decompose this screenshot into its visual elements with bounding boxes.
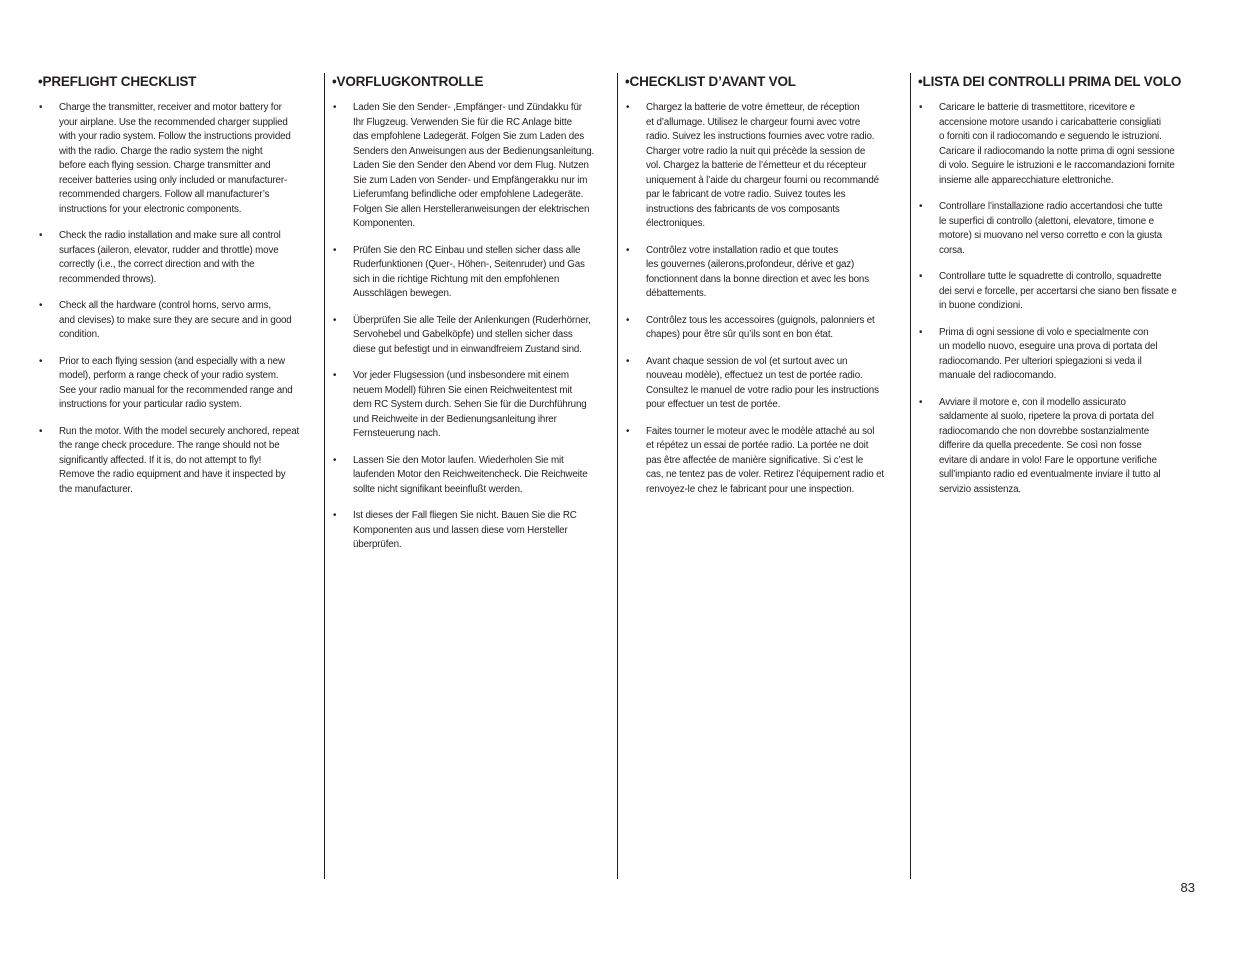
list-item: • Avviare il motore e, con il modello assicurato saldamente al suolo, ripetere la prova di portata del radiocomando che non dovrebbe sostanzialmente differire da quella precedente. Se così non fosse evitare di andare in volo! Fare le opportune verifiche sull’impianto radio ed eventualmente inviare il tutto al servizio assistenza. [919,396,1161,495]
bullet-icon: • [626,425,630,437]
column-italian [918,73,1196,879]
list-item: • Run the motor. With the model securely anchored, repeat the range check procedure. The range should not be significantly affected. If it is, do not attempt to fly! Remove the radio equipment and have it inspected by the manufacturer. [39,425,300,495]
bullet-icon: • [39,355,43,367]
bullet-icon: • [626,314,630,326]
list-item: • Überprüfen Sie alle Teile der Anlenkungen (Ruderhörner, Servohebel und Gabelköpfe) und stellen sicher dass diese gut befestigt und in einwandfreiem Zustand sind. [333,314,591,355]
column-german [332,73,610,879]
bullet-icon: • [333,370,337,381]
list-item: • Vor jeder Flugsession (und insbesondere mit einem neuem Modell) führen Sie einen Reichweitentest mit dem RC System durch. Sehen Sie für die Durchführung und Reichweite in der Bedienungsanleitung ihrer Fernsteuerung nach. [333,370,587,439]
list-item: • Controllare tutte le squadrette di controllo, squadrette dei servi e forcelle, per accertarsi che siano ben fissate e in buone condizioni. [919,271,1177,311]
column-divider [324,73,325,879]
bullet-icon: • [39,425,43,437]
bullet-icon: • [39,300,43,311]
list-item: • Prima di ogni sessione di volo e specialmente con un modello nuovo, eseguire una prova di portata del radiocomando. Per ulteriori spiegazioni si veda il manuale del radiocomando. [919,326,1158,381]
list-item: • Caricare le batterie di trasmettitore, ricevitore e accensione motore usando i caricabatterie consigliati o forniti con il radiocomando e seguendo le istruzioni. Caricare il radiocomando la notte prima di ogni sessione di volo. Seguire le istruzioni e le raccomandazioni fornite insieme alle apparecchiature elettroniche. [919,102,1175,186]
list-item: • Faites tourner le moteur avec le modèle attaché au sol et répétez un essai de portée radio. La portée ne doit pas être affectée de manière significative. Si c’est le cas, ne tentez pas de voler. Retirez l’équipement radio et renvoyez-le chez le fabricant pour une inspection. [626,425,884,495]
column-heading: •VORFLUGKONTROLLE [332,74,484,89]
column-divider [617,73,618,879]
checklist [918,101,1196,497]
bullet-icon: • [333,102,337,113]
list-item: • Laden Sie den Sender- ,Empfänger- und Zündakku für Ihr Flugzeug. Verwenden Sie für die RC Anlage bitte das empfohlene Ladegerät. Folgen Sie zum Laden des Senders den Anweisungen aus der Bedienungsanleitung. Laden Sie den Sender den Abend vor dem Flug. Nutzen Sie zum Laden von Sender- und Empfängerakku nur im Lieferumfang befindliche oder empfohlene Ladegeräte. Folgen Sie allen Herstelleranweisungen der elektrischen Komponenten. [333,102,595,229]
list-item: • Avant chaque session de vol (et surtout avec un nouveau modèle), effectuez un test de portée radio. Consultez le manuel de votre radio pour les instructions pour effectuer un test de portée. [626,355,879,410]
list-item: • Check all the hardware (control horns, servo arms, and clevises) to make sure they are secure and in good condition. [39,300,292,340]
list-item: • Chargez la batterie de votre émetteur, de réception et d’allumage. Utilisez le chargeur fourni avec votre radio. Suivez les instructions fournies avec votre radio. Charger votre radio la nuit qui précède la session de vol. Chargez la batterie de l’émetteur et du récepteur uniquement à l’aide du chargeur fourni ou recommandé par le fabricant de votre radio. Suivez toutes les instructions des fabricants de vos composants électroniques. [626,102,879,229]
bullet-icon: • [333,244,337,256]
list-item: • Contrôlez tous les accessoires (guignols, palonniers et chapes) pour être sûr qu’ils sont en bon état. [626,314,875,340]
page-number: 83 [1180,880,1195,895]
column-french [625,73,903,879]
list-item: • Lassen Sie den Motor laufen. Wiederholen Sie mit laufenden Motor den Reichweitencheck. Die Reichweite sollte nicht signifikant beeinflußt werden. [333,454,588,495]
list-item: • Charge the transmitter, receiver and motor battery for your airplane. Use the recommended charger supplied with your radio system. Follow the instructions provided with the radio. Charge the radio system the night before each flying session. Charge transmitter and receiver batteries using only included or manufacturer- recommended chargers. Follow all manufacturer’s instructions for your electronic components. [39,102,291,215]
bullet-icon: • [919,396,923,408]
list-item: • Prüfen Sie den RC Einbau und stellen sicher dass alle Ruderfunktionen (Quer-, Höhen-, Seitenruder) und Gas sich in die richtige Richtung mit den empfohlenen Ausschlägen bewegen. [333,244,585,299]
column-heading: •CHECKLIST D’AVANT VOL [625,74,796,89]
checklist-columns [38,73,1198,879]
list-item: • Ist dieses der Fall fliegen Sie nicht. Bauen Sie die RC Komponenten aus und lassen diese vom Hersteller überprüfen. [333,510,577,550]
column-heading: •LISTA DEI CONTROLLI PRIMA DEL VOLO [918,74,1182,89]
list-item: • Check the radio installation and make sure all control surfaces (aileron, elevator, rudder and throttle) move correctly (i.e., the correct direction and with the recommended throws). [39,230,281,285]
list-item: • Contrôlez votre installation radio et que toutes les gouvernes (ailerons,profondeur, dérive et gaz) fonctionnent dans la bonne direction et avec les bons débattements. [626,244,869,299]
list-item: • Controllare l’installazione radio accertandosi che tutte le superfici di controllo (alettoni, elevatore, timone e motore) si muovano nel verso corretto e con la giusta corsa. [919,201,1163,256]
bullet-icon: • [39,102,43,113]
checklist [332,101,610,553]
bullet-icon: • [333,510,337,521]
checklist [625,101,903,497]
bullet-icon: • [626,355,630,367]
bullet-icon: • [919,201,923,212]
bullet-icon: • [919,326,923,338]
bullet-icon: • [333,314,337,326]
column-english [38,73,316,879]
bullet-icon: • [626,102,630,113]
list-item: • Prior to each flying session (and especially with a new model), perform a range check of your radio system. See your radio manual for the recommended range and instructions for your particular radio system. [39,355,293,410]
bullet-icon: • [919,102,923,113]
column-heading: •PREFLIGHT CHECKLIST [38,74,197,89]
checklist [38,101,316,497]
bullet-icon: • [39,230,43,241]
bullet-icon: • [919,271,923,282]
bullet-icon: • [333,454,337,466]
column-divider [910,73,911,879]
bullet-icon: • [626,244,630,256]
